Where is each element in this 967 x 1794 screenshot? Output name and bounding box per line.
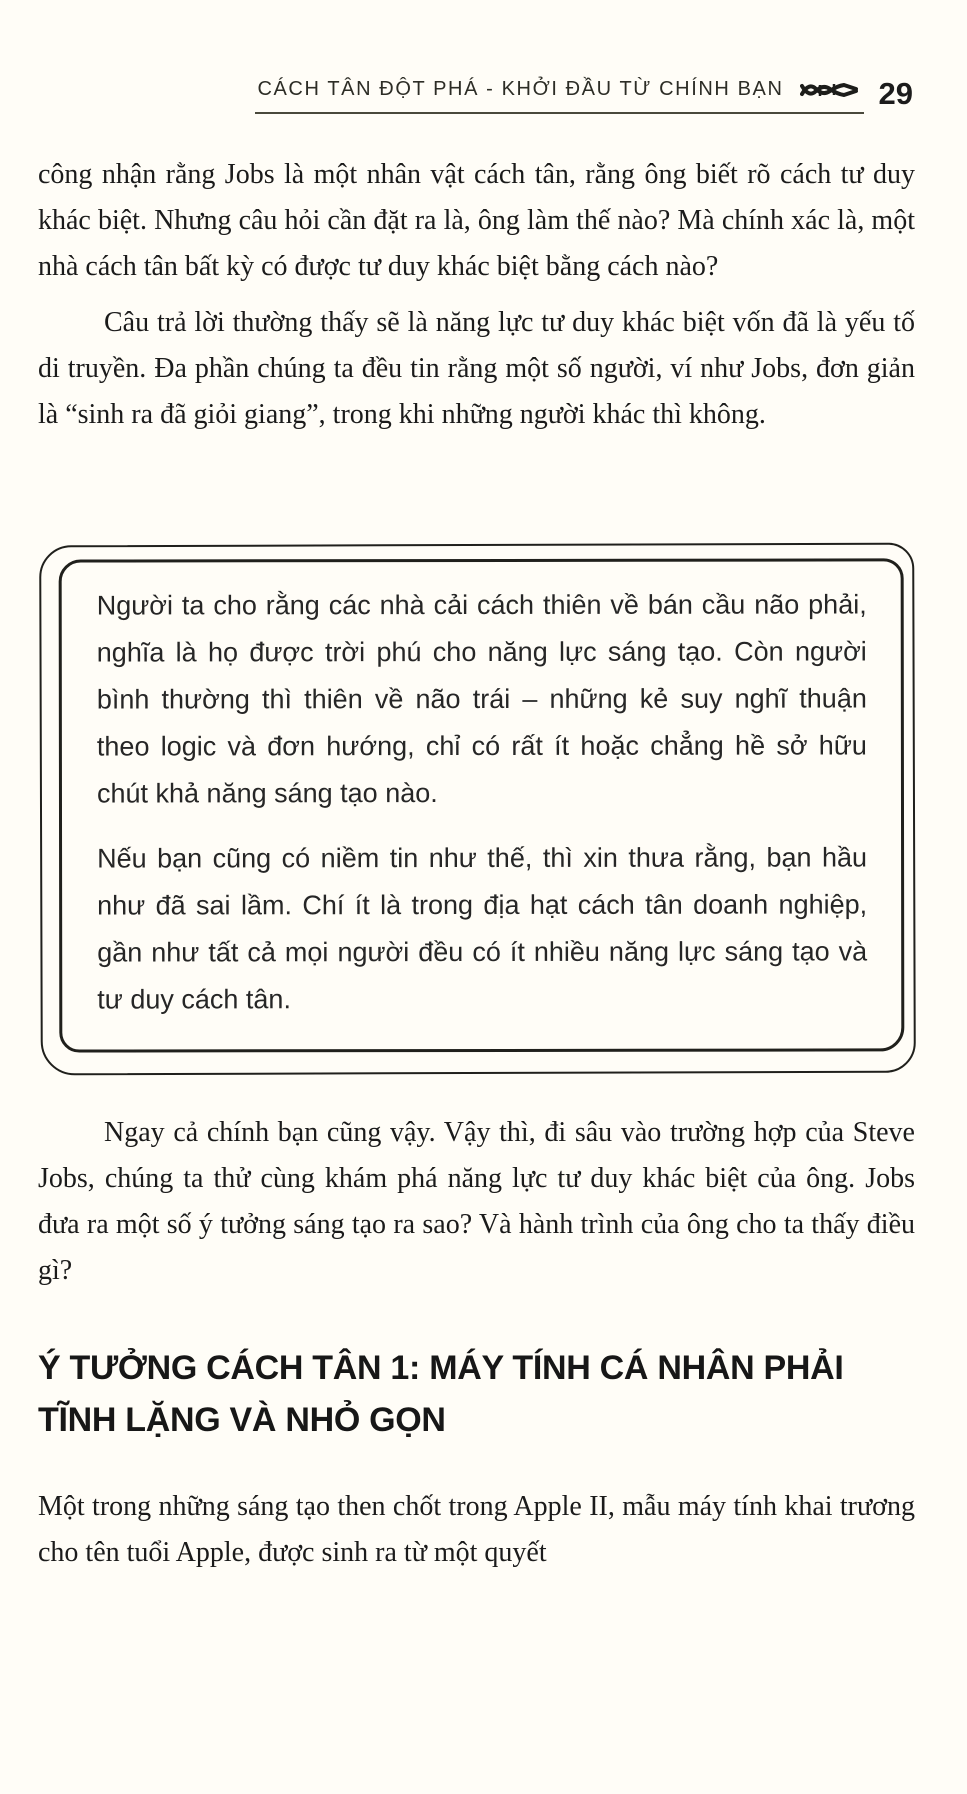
page-number: 29 bbox=[878, 76, 913, 111]
paragraph-1: công nhận rằng Jobs là một nhân vật cách tân, rằng ông biết rõ cách tư duy khác biệt. Nhưng câu hỏi cần đặt ra là, ông làm thế nào? Mà chính xác là, một nhà cách tân bất kỳ có được tư duy khác biệt bằng cách nào? bbox=[38, 159, 915, 282]
callout-box-inner bbox=[59, 558, 905, 1052]
page-body bbox=[0, 152, 967, 1576]
running-header-title: CÁCH TÂN ĐỘT PHÁ - KHỞI ĐẦU TỪ CHÍNH BẠN bbox=[257, 78, 784, 100]
running-header-group bbox=[255, 78, 863, 114]
section-heading: Ý TƯỞNG CÁCH TÂN 1: MÁY TÍNH CÁ NHÂN PHẢI TĨNH LẶNG VÀ NHỎ GỌN bbox=[38, 1349, 844, 1439]
callout-paragraph-2: Nếu bạn cũng có niềm tin như thế, thì xin thưa rằng, bạn hầu như đã sai lầm. Chí ít là trong địa hạt cách tân doanh nghiệp, gần như tất cả mọi người đều có ít nhiều năng lực sáng tạo và tư duy cách tân. bbox=[97, 842, 868, 1015]
callout-paragraph-1: Người ta cho rằng các nhà cải cách thiên về bán cầu não phải, nghĩa là họ được trời phú cho năng lực sáng tạo. Còn người bình thường thì thiên về não trái – những kẻ suy nghĩ thuận theo logic và đơn hướng, chỉ có rất ít hoặc chẳng hề sở hữu chút khả năng sáng tạo nào. bbox=[96, 589, 867, 809]
dna-ornament-icon bbox=[800, 79, 858, 106]
running-header bbox=[0, 0, 967, 114]
paragraph-3: Ngay cả chính bạn cũng vậy. Vậy thì, đi sâu vào trường hợp của Steve Jobs, chúng ta thử cùng khám phá năng lực tư duy khác biệt của ông. Jobs đưa ra một số ý tưởng sáng tạo ra sao? Và hành trình của ông cho ta thấy điều gì? bbox=[38, 1117, 915, 1286]
paragraph-4: Một trong những sáng tạo then chốt trong Apple II, mẫu máy tính khai trương cho tên tuổi Apple, được sinh ra từ một quyết bbox=[38, 1491, 915, 1568]
callout-box bbox=[39, 543, 916, 1076]
paragraph-2: Câu trả lời thường thấy sẽ là năng lực tư duy khác biệt vốn đã là yếu tố di truyền. Đa phần chúng ta đều tin rằng một số người, ví như Jobs, đơn giản là “sinh ra đã giỏi giang”, trong khi những người khác thì không. bbox=[38, 307, 915, 430]
